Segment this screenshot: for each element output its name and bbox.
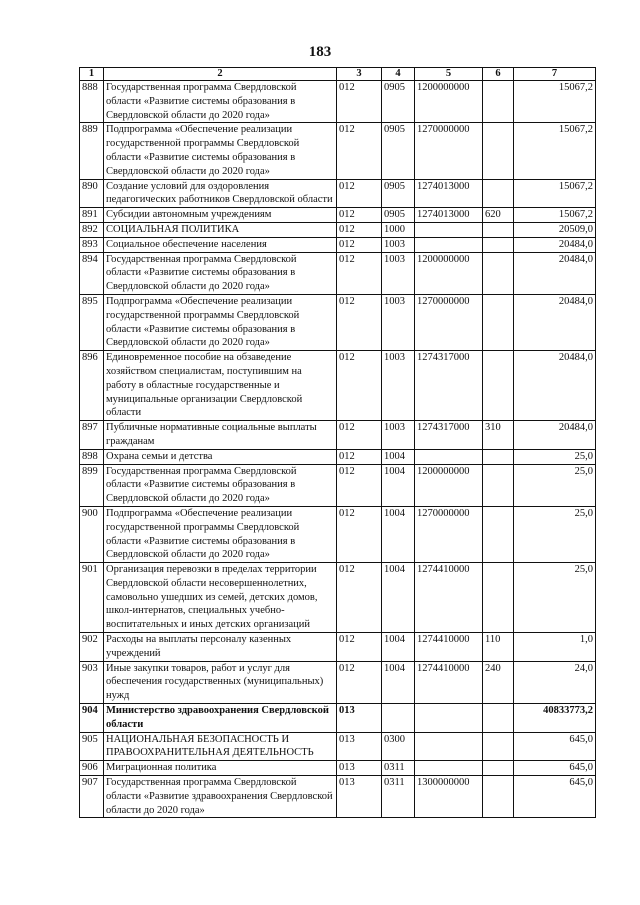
row-name: СОЦИАЛЬНАЯ ПОЛИТИКА bbox=[104, 222, 337, 237]
table-row bbox=[80, 732, 596, 761]
row-ved-code: 012 bbox=[337, 449, 382, 464]
row-number: 891 bbox=[80, 208, 104, 223]
row-number: 892 bbox=[80, 222, 104, 237]
row-expense-type bbox=[483, 761, 514, 776]
row-amount: 645,0 bbox=[514, 776, 596, 818]
table-row bbox=[80, 294, 596, 350]
row-name: Публичные нормативные социальные выплаты гражданам bbox=[104, 421, 337, 450]
row-section-code: 1004 bbox=[382, 563, 415, 633]
row-section-code: 0311 bbox=[382, 761, 415, 776]
table-row bbox=[80, 351, 596, 421]
row-ved-code: 012 bbox=[337, 81, 382, 123]
row-section-code: 1004 bbox=[382, 661, 415, 703]
row-name: Государственная программа Свердловской области «Развитие системы образования в Свердловской области до 2020 года» bbox=[104, 81, 337, 123]
row-target-code: 1200000000 bbox=[415, 81, 483, 123]
row-ved-code: 012 bbox=[337, 208, 382, 223]
row-section-code: 0905 bbox=[382, 208, 415, 223]
row-amount: 25,0 bbox=[514, 506, 596, 562]
row-number: 888 bbox=[80, 81, 104, 123]
row-number: 900 bbox=[80, 506, 104, 562]
table-row bbox=[80, 222, 596, 237]
row-name: Субсидии автономным учреждениям bbox=[104, 208, 337, 223]
row-name: Государственная программа Свердловской области «Развитие системы образования в Свердловской области до 2020 года» bbox=[104, 464, 337, 506]
row-amount: 40833773,2 bbox=[514, 704, 596, 733]
row-ved-code: 012 bbox=[337, 123, 382, 179]
row-number: 890 bbox=[80, 179, 104, 208]
table-row bbox=[80, 237, 596, 252]
row-section-code: 1003 bbox=[382, 252, 415, 294]
row-amount: 25,0 bbox=[514, 449, 596, 464]
row-target-code: 1270000000 bbox=[415, 294, 483, 350]
row-number: 896 bbox=[80, 351, 104, 421]
row-section-code: 0905 bbox=[382, 123, 415, 179]
row-expense-type bbox=[483, 179, 514, 208]
row-ved-code: 013 bbox=[337, 732, 382, 761]
row-amount: 25,0 bbox=[514, 563, 596, 633]
row-amount: 15067,2 bbox=[514, 179, 596, 208]
row-section-code bbox=[382, 704, 415, 733]
row-amount: 15067,2 bbox=[514, 123, 596, 179]
row-ved-code: 012 bbox=[337, 294, 382, 350]
row-amount: 20484,0 bbox=[514, 252, 596, 294]
row-amount: 20484,0 bbox=[514, 351, 596, 421]
row-number: 906 bbox=[80, 761, 104, 776]
row-ved-code: 012 bbox=[337, 421, 382, 450]
row-name: Единовременное пособие на обзаведение хозяйством специалистам, поступившим на работу в областные государственные и муниципальные организации Свердловской области bbox=[104, 351, 337, 421]
table-row bbox=[80, 421, 596, 450]
row-ved-code: 012 bbox=[337, 252, 382, 294]
row-name: Расходы на выплаты персоналу казенных учреждений bbox=[104, 633, 337, 662]
row-target-code bbox=[415, 222, 483, 237]
header-col-7: 7 bbox=[514, 68, 596, 81]
row-ved-code: 012 bbox=[337, 237, 382, 252]
row-section-code: 1003 bbox=[382, 421, 415, 450]
row-expense-type bbox=[483, 351, 514, 421]
row-name: Подпрограмма «Обеспечение реализации государственной программы Свердловской области «Развитие системы образования в Свердловской области до 2020 года» bbox=[104, 506, 337, 562]
row-name: Охрана семьи и детства bbox=[104, 449, 337, 464]
table-row bbox=[80, 633, 596, 662]
row-section-code: 1004 bbox=[382, 506, 415, 562]
row-name: Государственная программа Свердловской области «Развитие здравоохранения Свердловской области до 2020 года» bbox=[104, 776, 337, 818]
row-expense-type bbox=[483, 252, 514, 294]
header-col-5: 5 bbox=[415, 68, 483, 81]
row-ved-code: 012 bbox=[337, 661, 382, 703]
row-expense-type: 620 bbox=[483, 208, 514, 223]
row-number: 902 bbox=[80, 633, 104, 662]
row-number: 903 bbox=[80, 661, 104, 703]
budget-table bbox=[79, 67, 596, 818]
row-section-code: 1003 bbox=[382, 351, 415, 421]
header-col-2: 2 bbox=[104, 68, 337, 81]
row-amount: 20484,0 bbox=[514, 421, 596, 450]
row-name: Государственная программа Свердловской области «Развитие системы образования в Свердловской области до 2020 года» bbox=[104, 252, 337, 294]
row-number: 898 bbox=[80, 449, 104, 464]
row-target-code bbox=[415, 761, 483, 776]
row-ved-code: 013 bbox=[337, 761, 382, 776]
row-target-code: 1200000000 bbox=[415, 252, 483, 294]
row-ved-code: 012 bbox=[337, 351, 382, 421]
row-section-code: 1004 bbox=[382, 464, 415, 506]
row-ved-code: 012 bbox=[337, 222, 382, 237]
row-expense-type bbox=[483, 704, 514, 733]
row-name: Организация перевозки в пределах территории Свердловской области несовершеннолетних, самовольно ушедших из семей, детских домов, школ-интернатов, специальных учебно-воспитательных и иных детских организаций bbox=[104, 563, 337, 633]
table-row bbox=[80, 464, 596, 506]
row-expense-type bbox=[483, 732, 514, 761]
row-section-code: 0300 bbox=[382, 732, 415, 761]
row-expense-type bbox=[483, 464, 514, 506]
row-section-code: 0311 bbox=[382, 776, 415, 818]
row-expense-type bbox=[483, 222, 514, 237]
header-row bbox=[80, 68, 596, 81]
row-amount: 645,0 bbox=[514, 732, 596, 761]
row-section-code: 1003 bbox=[382, 237, 415, 252]
row-ved-code: 013 bbox=[337, 704, 382, 733]
row-target-code bbox=[415, 449, 483, 464]
page-number: 183 bbox=[308, 44, 332, 60]
row-name: Создание условий для оздоровления педагогических работников Свердловской области bbox=[104, 179, 337, 208]
row-number: 895 bbox=[80, 294, 104, 350]
row-expense-type: 310 bbox=[483, 421, 514, 450]
row-number: 899 bbox=[80, 464, 104, 506]
row-number: 893 bbox=[80, 237, 104, 252]
row-number: 907 bbox=[80, 776, 104, 818]
row-target-code: 1300000000 bbox=[415, 776, 483, 818]
table-row bbox=[80, 449, 596, 464]
row-target-code bbox=[415, 237, 483, 252]
table-row bbox=[80, 776, 596, 818]
row-target-code: 1200000000 bbox=[415, 464, 483, 506]
row-section-code: 1004 bbox=[382, 633, 415, 662]
row-ved-code: 012 bbox=[337, 506, 382, 562]
row-expense-type bbox=[483, 81, 514, 123]
row-number: 897 bbox=[80, 421, 104, 450]
row-target-code: 1274410000 bbox=[415, 661, 483, 703]
row-amount: 645,0 bbox=[514, 761, 596, 776]
table-row bbox=[80, 252, 596, 294]
row-amount: 1,0 bbox=[514, 633, 596, 662]
row-expense-type bbox=[483, 123, 514, 179]
row-target-code bbox=[415, 732, 483, 761]
row-ved-code: 012 bbox=[337, 179, 382, 208]
table-row bbox=[80, 81, 596, 123]
row-name: НАЦИОНАЛЬНАЯ БЕЗОПАСНОСТЬ И ПРАВООХРАНИТЕЛЬНАЯ ДЕЯТЕЛЬНОСТЬ bbox=[104, 732, 337, 761]
row-expense-type bbox=[483, 776, 514, 818]
row-expense-type bbox=[483, 506, 514, 562]
row-amount: 20484,0 bbox=[514, 294, 596, 350]
row-name: Миграционная политика bbox=[104, 761, 337, 776]
row-section-code: 1003 bbox=[382, 294, 415, 350]
header-col-3: 3 bbox=[337, 68, 382, 81]
row-expense-type: 110 bbox=[483, 633, 514, 662]
row-ved-code: 012 bbox=[337, 633, 382, 662]
row-expense-type bbox=[483, 294, 514, 350]
row-target-code: 1270000000 bbox=[415, 123, 483, 179]
row-number: 904 bbox=[80, 704, 104, 733]
row-section-code: 0905 bbox=[382, 179, 415, 208]
table-row bbox=[80, 661, 596, 703]
table-row bbox=[80, 208, 596, 223]
header-col-6: 6 bbox=[483, 68, 514, 81]
row-number: 894 bbox=[80, 252, 104, 294]
row-expense-type bbox=[483, 449, 514, 464]
row-section-code: 1000 bbox=[382, 222, 415, 237]
table-row bbox=[80, 761, 596, 776]
row-section-code: 0905 bbox=[382, 81, 415, 123]
row-name: Социальное обеспечение населения bbox=[104, 237, 337, 252]
row-number: 905 bbox=[80, 732, 104, 761]
row-target-code: 1274013000 bbox=[415, 208, 483, 223]
row-amount: 20509,0 bbox=[514, 222, 596, 237]
row-amount: 20484,0 bbox=[514, 237, 596, 252]
table-row bbox=[80, 506, 596, 562]
row-target-code: 1274410000 bbox=[415, 633, 483, 662]
row-amount: 24,0 bbox=[514, 661, 596, 703]
header-col-1: 1 bbox=[80, 68, 104, 81]
row-ved-code: 012 bbox=[337, 464, 382, 506]
table-row bbox=[80, 179, 596, 208]
row-expense-type bbox=[483, 237, 514, 252]
row-name: Иные закупки товаров, работ и услуг для обеспечения государственных (муниципальных) нужд bbox=[104, 661, 337, 703]
row-target-code: 1274317000 bbox=[415, 421, 483, 450]
row-number: 901 bbox=[80, 563, 104, 633]
table-row bbox=[80, 123, 596, 179]
row-target-code: 1274317000 bbox=[415, 351, 483, 421]
row-name: Подпрограмма «Обеспечение реализации государственной программы Свердловской области «Развитие системы образования в Свердловской области до 2020 года» bbox=[104, 294, 337, 350]
table-row bbox=[80, 704, 596, 733]
row-ved-code: 013 bbox=[337, 776, 382, 818]
row-target-code: 1270000000 bbox=[415, 506, 483, 562]
row-amount: 25,0 bbox=[514, 464, 596, 506]
row-amount: 15067,2 bbox=[514, 208, 596, 223]
row-number: 889 bbox=[80, 123, 104, 179]
row-section-code: 1004 bbox=[382, 449, 415, 464]
row-target-code: 1274410000 bbox=[415, 563, 483, 633]
row-amount: 15067,2 bbox=[514, 81, 596, 123]
table-row bbox=[80, 563, 596, 633]
row-target-code: 1274013000 bbox=[415, 179, 483, 208]
row-target-code bbox=[415, 704, 483, 733]
row-name: Министерство здравоохранения Свердловской области bbox=[104, 704, 337, 733]
row-expense-type bbox=[483, 563, 514, 633]
row-ved-code: 012 bbox=[337, 563, 382, 633]
row-expense-type: 240 bbox=[483, 661, 514, 703]
header-col-4: 4 bbox=[382, 68, 415, 81]
row-name: Подпрограмма «Обеспечение реализации государственной программы Свердловской области «Развитие системы образования в Свердловской области до 2020 года» bbox=[104, 123, 337, 179]
table-body bbox=[80, 81, 596, 818]
